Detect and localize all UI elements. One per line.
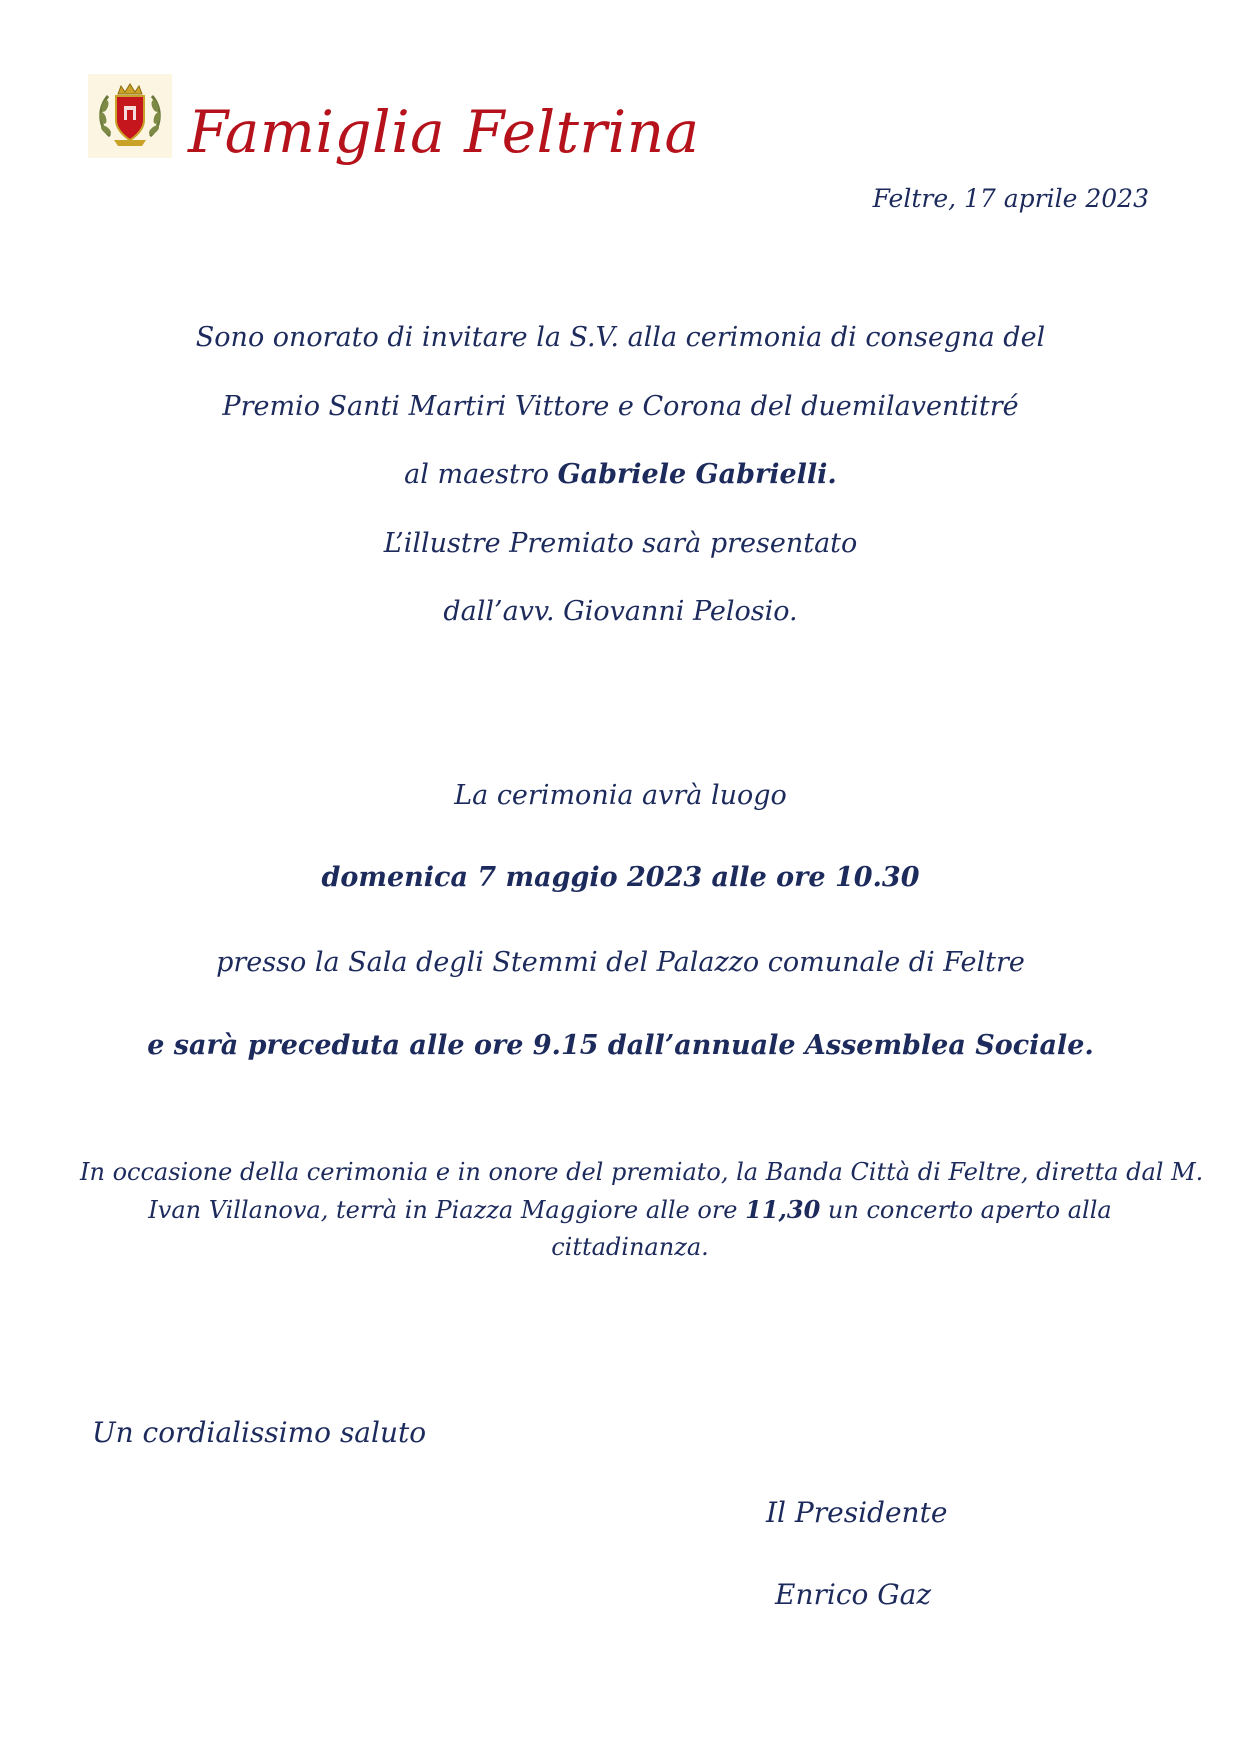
invitation-line-3	[0, 459, 1241, 490]
ceremony-date-time: domenica 7 maggio 2023 alle ore 10.30	[321, 862, 920, 893]
invitation-line-5: dall’avv. Giovanni Pelosio.	[443, 596, 798, 627]
invitation-line-2: Premio Santi Martiri Vittore e Corona del duemilaventitré	[222, 391, 1019, 422]
coat-of-arms-icon	[88, 74, 172, 158]
concert-time: 11,30	[745, 1195, 821, 1224]
ceremony-venue: presso la Sala degli Stemmi del Palazzo comunale di Feltre	[216, 947, 1025, 978]
invitation-line-1: Sono onorato di invitare la S.V. alla cerimonia di consegna del	[195, 322, 1046, 353]
org-name-heading: Famiglia Feltrina	[188, 98, 700, 166]
ceremony-line-1: La cerimonia avrà luogo	[454, 780, 787, 811]
concert-notice-line-2-suffix: un concerto aperto alla	[820, 1196, 1112, 1224]
closing-greeting: Un cordialissimo saluto	[92, 1416, 427, 1449]
signer-title: Il Presidente	[766, 1496, 948, 1529]
invitation-line-4: L’illustre Premiato sarà presentato	[383, 528, 858, 559]
date-line: Feltre, 17 aprile 2023	[872, 184, 1149, 213]
concert-notice-line-3: cittadinanza.	[551, 1233, 709, 1261]
concert-notice	[80, 1154, 1204, 1266]
invitation-line-3-prefix: al maestro	[404, 459, 558, 490]
concert-notice-line-1: In occasione della cerimonia e in onore del premiato, la Banda Città di Feltre, diretta dal M.	[80, 1158, 1204, 1186]
signer-name: Enrico Gaz	[775, 1578, 932, 1611]
concert-notice-line-2-prefix: Ivan Villanova, terrà in Piazza Maggiore alle ore	[148, 1196, 746, 1224]
awardee-name: Gabriele Gabrielli.	[557, 459, 837, 490]
concert-notice-line-2	[80, 1191, 1180, 1229]
ceremony-assembly: e sarà preceduta alle ore 9.15 dall’annuale Assemblea Sociale.	[147, 1030, 1094, 1061]
